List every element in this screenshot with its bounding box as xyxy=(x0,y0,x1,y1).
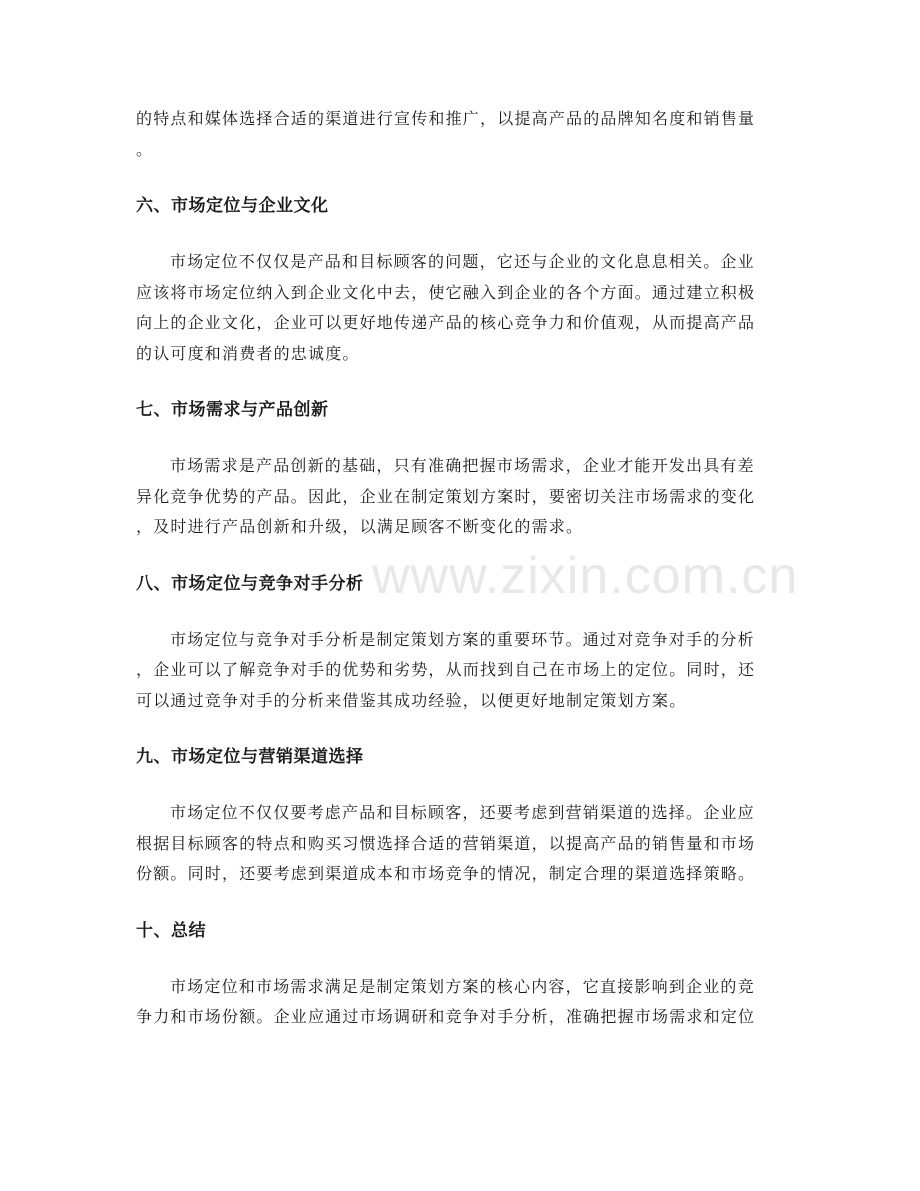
paragraph-line: 市场定位和市场需求满足是制定策划方案的核心内容，它直接影响到企业的竞 xyxy=(170,976,755,996)
section-paragraph xyxy=(136,247,786,369)
paragraph-line: 市场需求是产品创新的基础，只有准确把握市场需求，企业才能开发出具有差 xyxy=(170,456,755,475)
section-ten xyxy=(136,916,786,1033)
document-body xyxy=(136,104,786,1059)
paragraph-line: ，及时进行产品创新和升级，以满足顾客不断变化的需求。 xyxy=(136,517,584,536)
section-paragraph xyxy=(136,798,786,890)
section-eight xyxy=(136,569,786,717)
section-heading: 六、市场定位与企业文化 xyxy=(136,196,329,216)
paragraph-line: 向上的企业文化，企业可以更好地传递产品的核心竞争力和价值观，从而提高产品 xyxy=(136,313,756,332)
paragraph-line: 可以通过竞争对手的分析来借鉴其成功经验，以便更好地制定策划方案。 xyxy=(136,690,687,710)
section-paragraph xyxy=(136,451,786,543)
paragraph-line: 根据目标顾客的特点和购买习惯选择合适的营销渠道，以提高产品的销售量和市场 xyxy=(136,833,756,853)
section-paragraph xyxy=(136,625,786,717)
paragraph-line: 市场定位不仅仅是产品和目标顾客的问题，它还与企业的文化息息相关。企业 xyxy=(170,252,755,271)
paragraph-line: 。 xyxy=(136,139,154,159)
paragraph-line: 份额。同时，还要考虑到渠道成本和市场竞争的情况，制定合理的渠道选择策略。 xyxy=(136,864,756,883)
section-six xyxy=(136,191,786,369)
section-heading: 七、市场需求与产品创新 xyxy=(136,400,329,420)
watermark-text: www.zixin.com.cn xyxy=(372,547,799,605)
paragraph-line: 异化竞争优势的产品。因此，企业在制定策划方案时，要密切关注市场需求的变化 xyxy=(136,486,756,506)
section-heading: 八、市场定位与竞争对手分析 xyxy=(136,573,364,594)
section-heading: 十、总结 xyxy=(136,920,206,941)
section-seven xyxy=(136,395,786,543)
section-nine xyxy=(136,742,786,890)
paragraph-line: 市场定位与竞争对手分析是制定策划方案的重要环节。通过对竞争对手的分析 xyxy=(170,629,755,649)
paragraph-line: 应该将市场定位纳入到企业文化中去，使它融入到企业的各个方面。通过建立积极 xyxy=(136,282,756,302)
paragraph-line: 争力和市场份额。企业应通过市场调研和竞争对手分析，准确把握市场需求和定位 xyxy=(136,1007,756,1026)
paragraph-line: 的特点和媒体选择合适的渠道进行宣传和推广，以提高产品的品牌知名度和销售量 xyxy=(136,109,756,128)
section-heading: 九、市场定位与营销渠道选择 xyxy=(136,747,364,767)
intro-paragraph xyxy=(136,104,786,165)
paragraph-line: 的认可度和消费者的忠诚度。 xyxy=(136,343,360,363)
section-paragraph xyxy=(136,972,786,1033)
paragraph-line: ，企业可以了解竞争对手的优势和劣势，从而找到自己在市场上的定位。同时，还 xyxy=(136,660,756,679)
paragraph-line: 市场定位不仅仅要考虑产品和目标顾客，还要考虑到营销渠道的选择。企业应 xyxy=(170,803,755,822)
